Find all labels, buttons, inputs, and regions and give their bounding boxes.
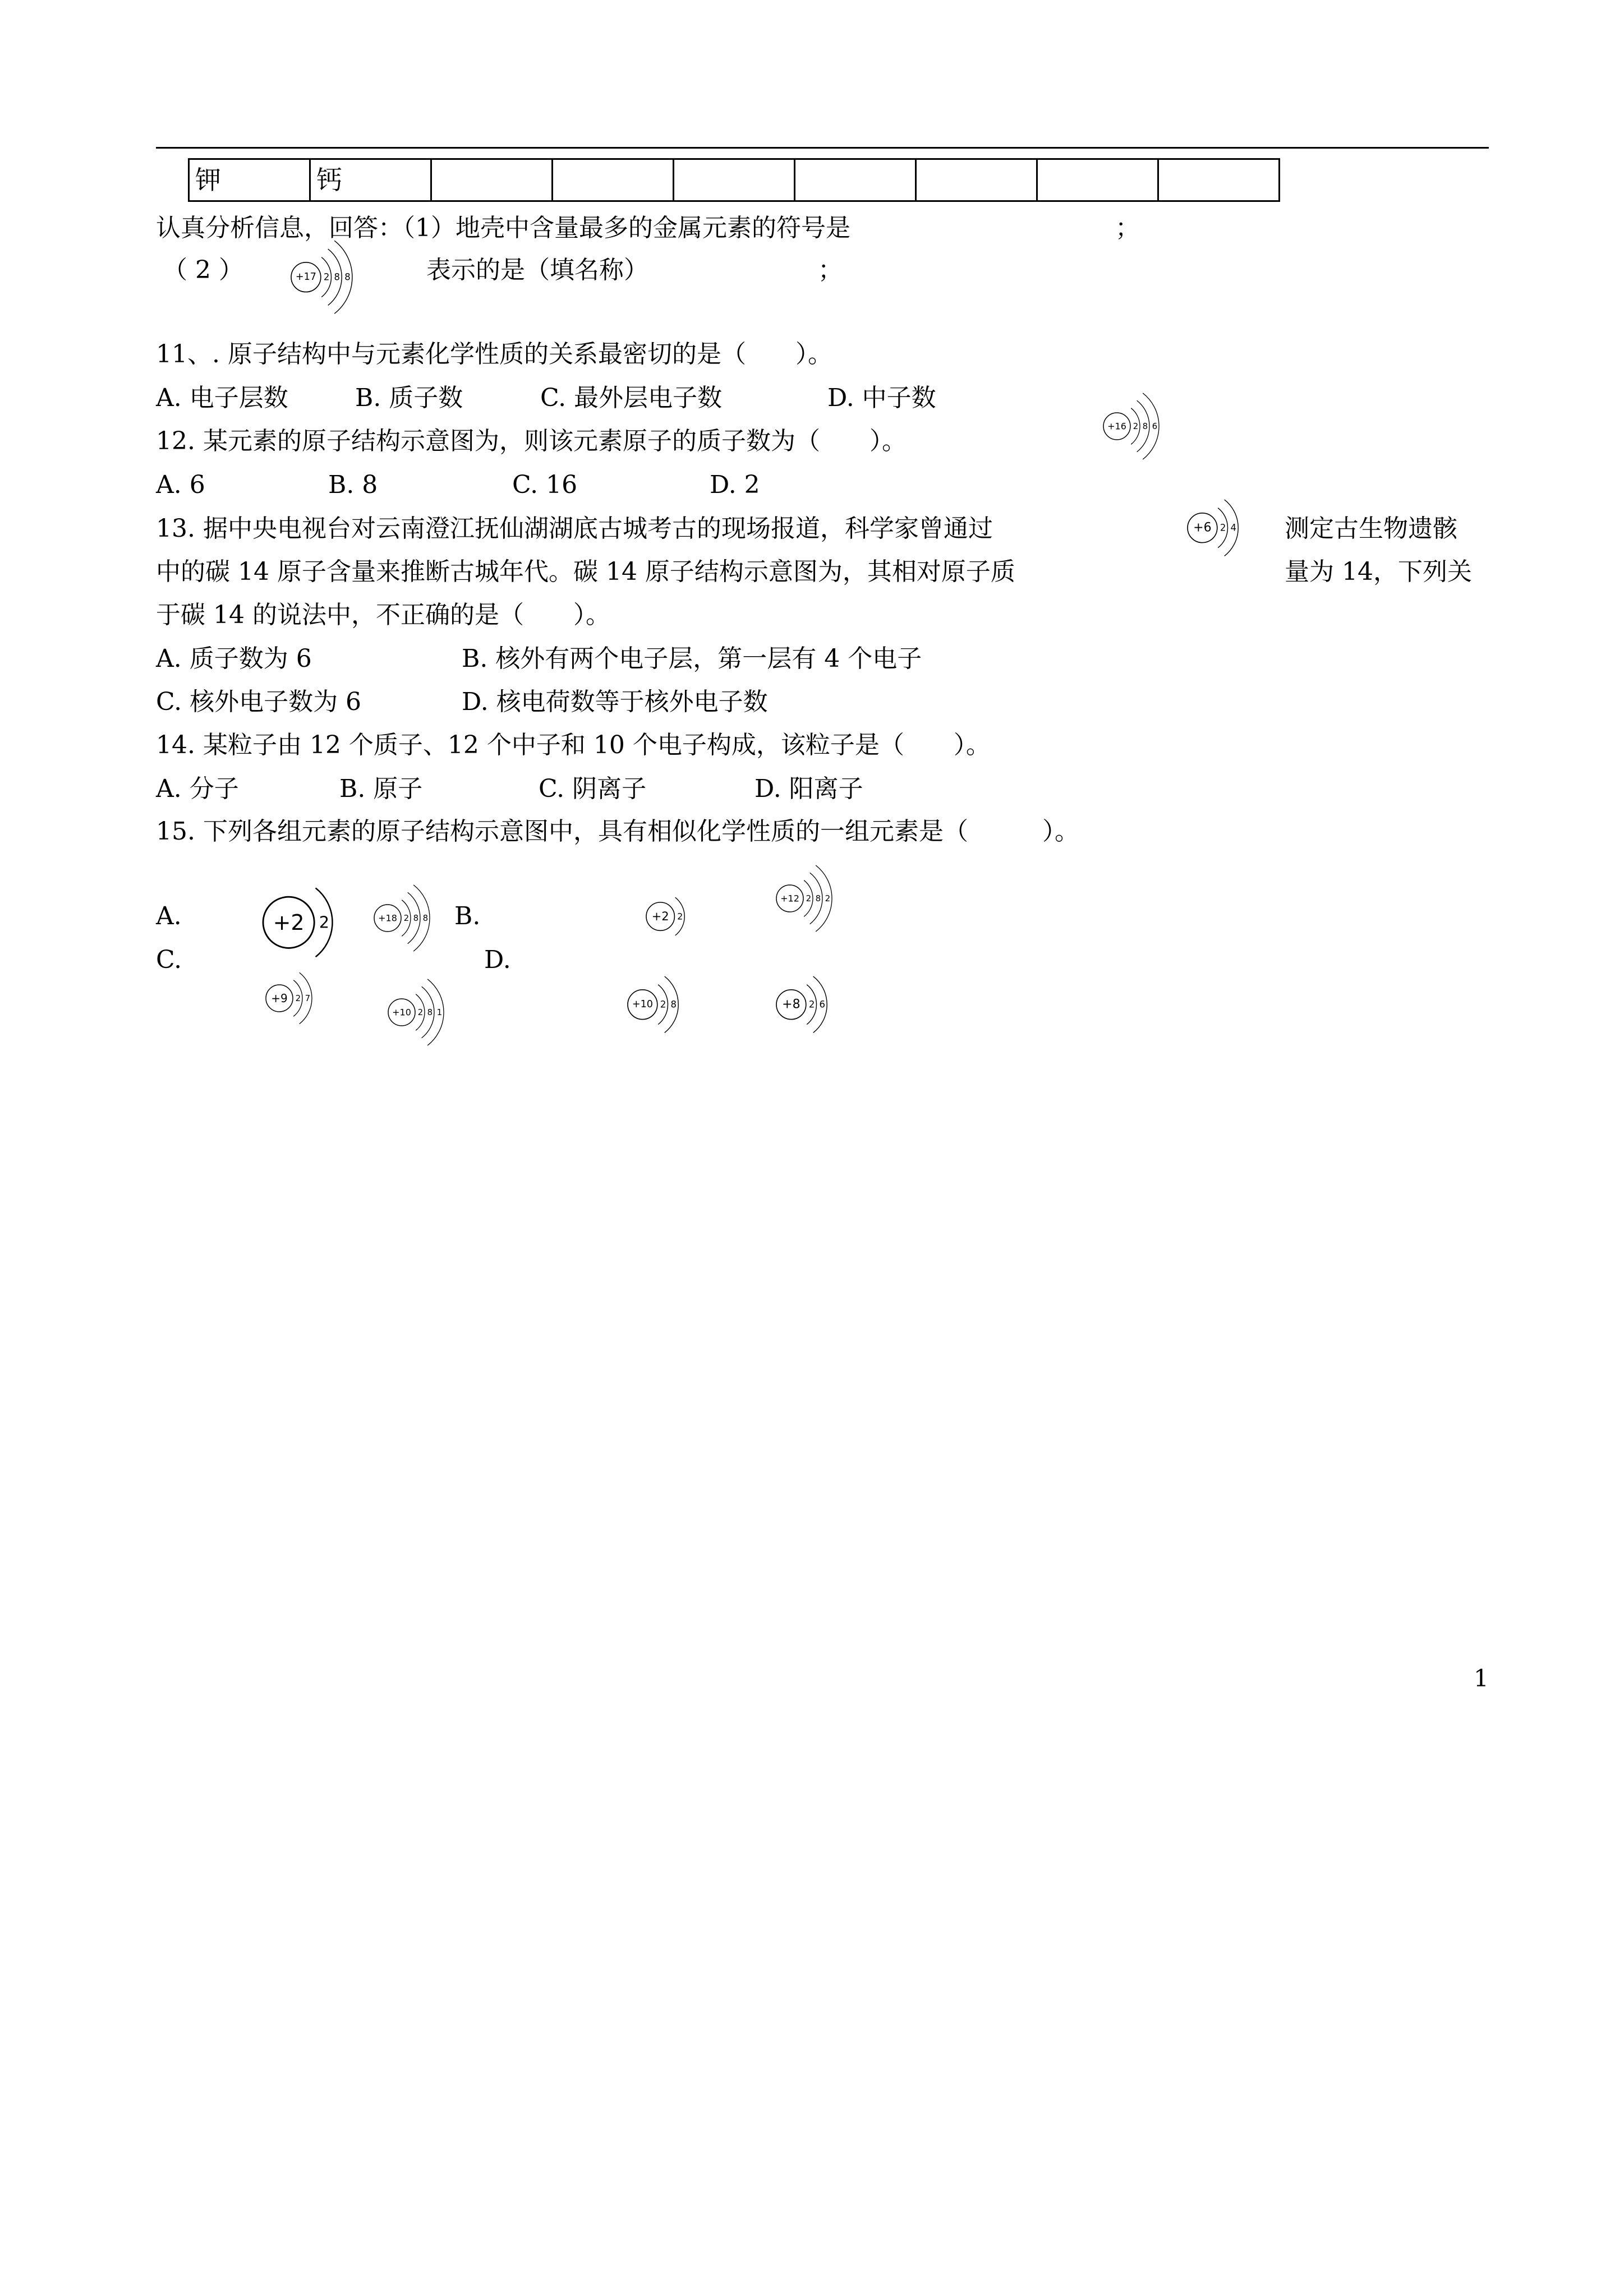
q13-line1-end: 测定古生物遗骸 — [1285, 514, 1457, 543]
q12-option-b: B. 8 — [328, 471, 378, 499]
nucleus-charge: +18 — [378, 912, 397, 924]
q15-atom-a2 — [372, 895, 447, 942]
q11-option-b: B. 质子数 — [355, 384, 463, 412]
atom-svg — [264, 975, 329, 1022]
q12-option-c: C. 16 — [512, 471, 578, 499]
electron-count: 2 — [677, 911, 683, 922]
electron-count: 8 — [422, 913, 429, 923]
q13-line2-end: 量为 14，下列关 — [1285, 557, 1472, 586]
electron-count: 4 — [1230, 522, 1237, 533]
electron-count: 7 — [305, 993, 311, 1003]
q10-line2-end: ； — [818, 256, 843, 284]
q15-stem: 15. 下列各组元素的原子结构示意图中，具有相似化学性质的一组元素是（ ）。 — [156, 817, 1079, 846]
q15-atom-b2 — [774, 875, 849, 922]
table-cell — [795, 159, 916, 201]
nucleus-charge: +8 — [782, 997, 801, 1012]
electron-count: 2 — [403, 913, 410, 923]
q15-label-d: D. — [484, 946, 511, 974]
electron-count: 6 — [819, 999, 826, 1010]
electron-count: 2 — [417, 1007, 424, 1017]
electron-count: 8 — [344, 271, 351, 283]
table-row — [189, 159, 1280, 201]
electron-count: 8 — [334, 271, 341, 283]
electron-count: 1 — [436, 1007, 443, 1017]
element-table — [188, 158, 1280, 202]
nucleus-charge: +6 — [1193, 520, 1212, 535]
nucleus-charge: +2 — [651, 910, 669, 924]
electron-count: 8 — [815, 893, 821, 903]
q14-option-a: A. 分子 — [156, 774, 239, 803]
q12-stem: 12. 某元素的原子结构示意图为，则该元素原子的质子数为（ ）。 — [156, 427, 907, 455]
q11-option-c: C. 最外层电子数 — [540, 384, 723, 412]
nucleus-charge: +16 — [1107, 421, 1126, 432]
table-cell: 钾 — [189, 159, 310, 201]
q14-option-b: B. 原子 — [339, 774, 423, 803]
nucleus-charge: +2 — [273, 910, 305, 935]
q13-option-a: A. 质子数为 6 — [156, 644, 312, 673]
atom-svg — [774, 875, 849, 922]
q13-option-d: D. 核电荷数等于核外电子数 — [462, 688, 768, 716]
atom-svg — [1185, 502, 1257, 554]
q10-line2-mid: 表示的是（填名称） — [426, 256, 648, 284]
q11-option-a: A. 电子层数 — [156, 384, 288, 412]
table-cell: 钙 — [310, 159, 431, 201]
q12-atom-diagram — [1101, 403, 1176, 450]
q10-line1-end: ； — [1115, 214, 1140, 242]
table-cell — [1037, 159, 1158, 201]
electron-count: 6 — [1152, 421, 1158, 431]
table-cell — [431, 159, 553, 201]
nucleus-charge: +12 — [780, 893, 799, 904]
atom-svg — [774, 979, 846, 1030]
q15-atom-d1 — [625, 979, 697, 1030]
nucleus-charge: +17 — [295, 271, 316, 283]
q13-option-b: B. 核外有两个电子层，第一层有 4 个电子 — [462, 644, 922, 673]
q10-atom-diagram — [289, 251, 371, 303]
q15-atom-c1 — [264, 975, 329, 1022]
nucleus-charge: +10 — [392, 1007, 411, 1018]
atom-svg — [261, 878, 365, 967]
q15-atom-a1 — [261, 878, 365, 967]
electron-count: 2 — [808, 999, 815, 1010]
atom-svg — [625, 979, 697, 1030]
electron-count: 8 — [1142, 421, 1148, 431]
electron-count: 2 — [319, 913, 330, 932]
q11-stem: 11、. 原子结构中与元素化学性质的关系最密切的是（ ）。 — [156, 340, 832, 368]
q10-line1: 认真分析信息，回答：（1）地壳中含量最多的金属元素的符号是 — [156, 214, 850, 242]
electron-count: 2 — [1220, 522, 1226, 533]
electron-count: 8 — [670, 999, 677, 1010]
atom-svg — [289, 251, 371, 303]
atom-svg — [372, 895, 447, 942]
electron-count: 2 — [660, 999, 666, 1010]
nucleus-charge: +9 — [271, 992, 288, 1005]
electron-count: 8 — [427, 1007, 433, 1017]
header-rule — [156, 147, 1489, 149]
q12-option-a: A. 6 — [156, 471, 205, 499]
table-cell — [916, 159, 1037, 201]
table-cell — [674, 159, 795, 201]
q15-label-c: C. — [156, 946, 182, 974]
atom-svg — [1101, 403, 1176, 450]
q13-option-c: C. 核外电子数为 6 — [156, 688, 362, 716]
table-cell — [1158, 159, 1280, 201]
electron-count: 2 — [1133, 421, 1139, 431]
atom-svg — [386, 989, 461, 1036]
electron-count: 2 — [806, 893, 812, 903]
page-number: 1 — [1474, 1665, 1489, 1692]
q15-atom-d2 — [774, 979, 846, 1030]
q15-label-b: B. — [454, 902, 481, 930]
q15-atom-b1 — [644, 892, 703, 941]
electron-count: 2 — [295, 993, 301, 1003]
electron-count: 2 — [323, 271, 330, 283]
electron-count: 2 — [825, 893, 831, 903]
q15-label-a: A. — [156, 902, 182, 930]
nucleus-charge: +10 — [632, 999, 653, 1011]
q14-option-c: C. 阴离子 — [539, 774, 647, 803]
q14-option-d: D. 阳离子 — [755, 774, 863, 803]
q12-option-d: D. 2 — [710, 471, 760, 499]
q15-atom-c2 — [386, 989, 461, 1036]
table-cell — [553, 159, 674, 201]
electron-count: 8 — [413, 913, 419, 923]
atom-svg — [644, 892, 703, 941]
q13-line1: 13. 据中央电视台对云南澄江抚仙湖湖底古城考古的现场报道，科学家曾通过 — [156, 514, 993, 543]
q13-line3: 于碳 14 的说法中，不正确的是（ ）。 — [156, 601, 610, 629]
q13-atom-diagram — [1185, 502, 1257, 554]
q10-line2-prefix: （ 2 ） — [163, 256, 243, 284]
q11-option-d: D. 中子数 — [827, 384, 936, 412]
q14-stem: 14. 某粒子由 12 个质子、12 个中子和 10 个电子构成，该粒子是（ ）。 — [156, 731, 991, 759]
q13-line2: 中的碳 14 原子含量来推断古城年代。碳 14 原子结构示意图为，其相对原子质 — [156, 557, 1015, 586]
